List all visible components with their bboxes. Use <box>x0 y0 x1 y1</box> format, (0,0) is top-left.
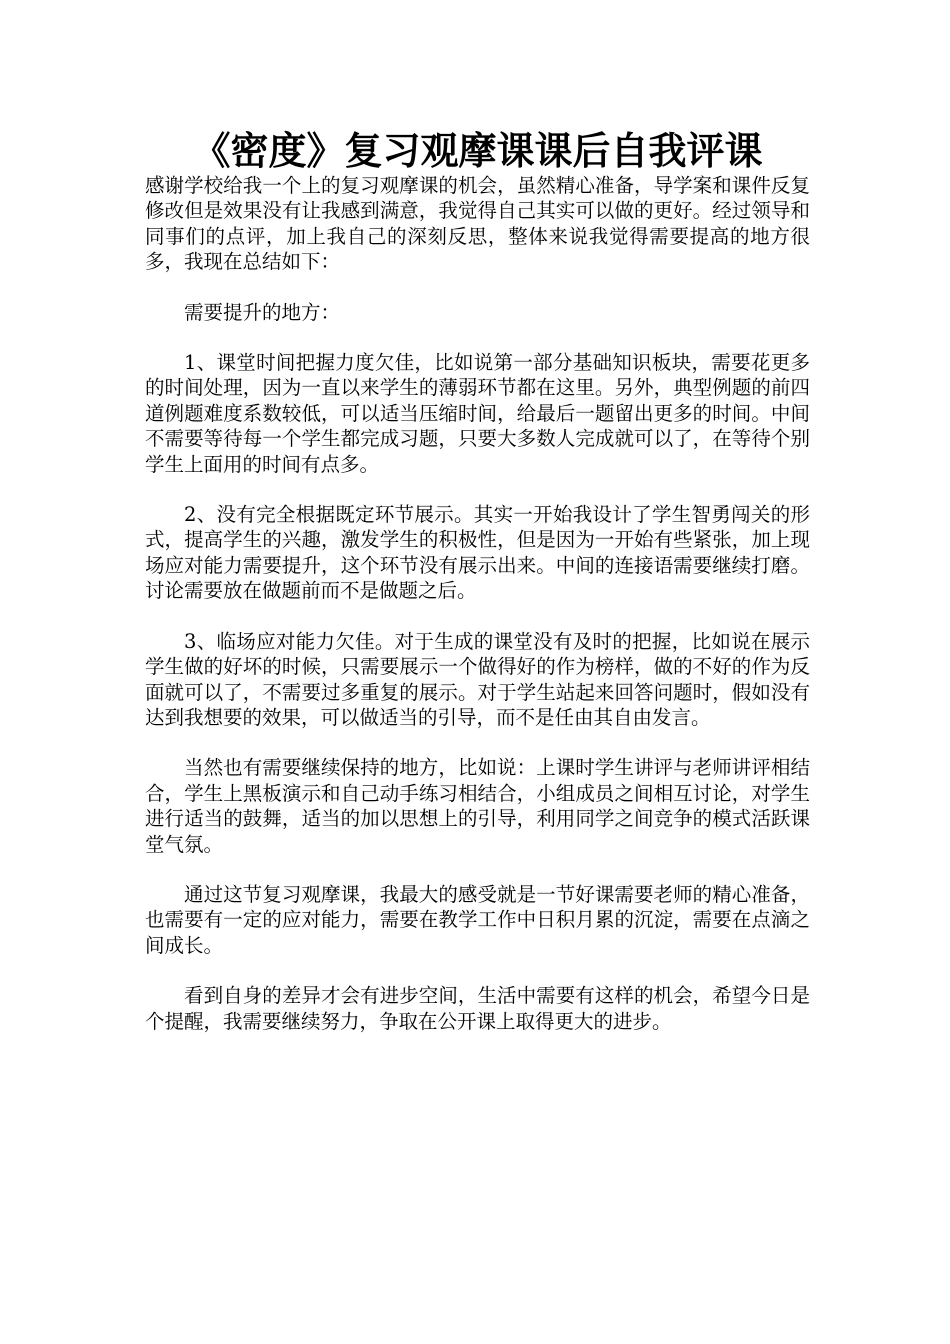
paragraph-conclusion: 看到自身的差异才会有进步空间，生活中需要有这样的机会，希望今日是个提醒，我需要继续努力，争取在公开课上取得更大的进步。 <box>145 984 810 1033</box>
paragraph-improvements-heading: 需要提升的地方： <box>184 300 341 324</box>
document-body <box>145 173 810 1059</box>
document-title: 《密度》复习观摩课课后自我评课 <box>192 128 763 173</box>
paragraph-point-1: 1、课堂时间把握力度欠佳，比如说第一部分基础知识板块，需要花更多的时间处理，因为一直以来学生的薄弱环节都在这里。另外，典型例题的前四道例题难度系数较低，可以适当压缩时间，给最后一题留出更多的时间。中间不需要等待每一个学生都完成习题，只要大多数人完成就可以了，在等待个别学生上面用的时间有点多。 <box>145 351 810 476</box>
paragraph-reflection: 通过这节复习观摩课，我最大的感受就是一节好课需要老师的精心准备，也需要有一定的应对能力，需要在教学工作中日积月累的沉淀，需要在点滴之间成长。 <box>145 882 810 957</box>
paragraph-point-2: 2、没有完全根据既定环节展示。其实一开始我设计了学生智勇闯关的形式，提高学生的兴趣，激发学生的积极性，但是因为一开始有些紧张，加上现场应对能力需要提升，这个环节没有展示出来。中间的连接语需要继续打磨。讨论需要放在做题前而不是做题之后。 <box>145 503 810 603</box>
paragraph-strengths: 当然也有需要继续保持的地方，比如说：上课时学生讲评与老师讲评相结合，学生上黑板演示和自己动手练习相结合，小组成员之间相互讨论，对学生进行适当的鼓舞，适当的加以思想上的引导，利用同学之间竞争的模式活跃课堂气氛。 <box>145 756 810 856</box>
paragraph-intro: 感谢学校给我一个上的复习观摩课的机会，虽然精心准备，导学案和课件反复修改但是效果没有让我感到满意，我觉得自己其实可以做的更好。经过领导和同事们的点评，加上我自己的深刻反思，整体来说我觉得需要提高的地方很多，我现在总结如下： <box>145 174 810 274</box>
paragraph-point-3: 3、临场应对能力欠佳。对于生成的课堂没有及时的把握，比如说在展示学生做的好坏的时候，只需要展示一个做得好的作为榜样，做的不好的作为反面就可以了，不需要过多重复的展示。对于学生站起来回答问题时，假如没有达到我想要的效果，可以做适当的引导，而不是任由其自由发言。 <box>145 629 810 729</box>
